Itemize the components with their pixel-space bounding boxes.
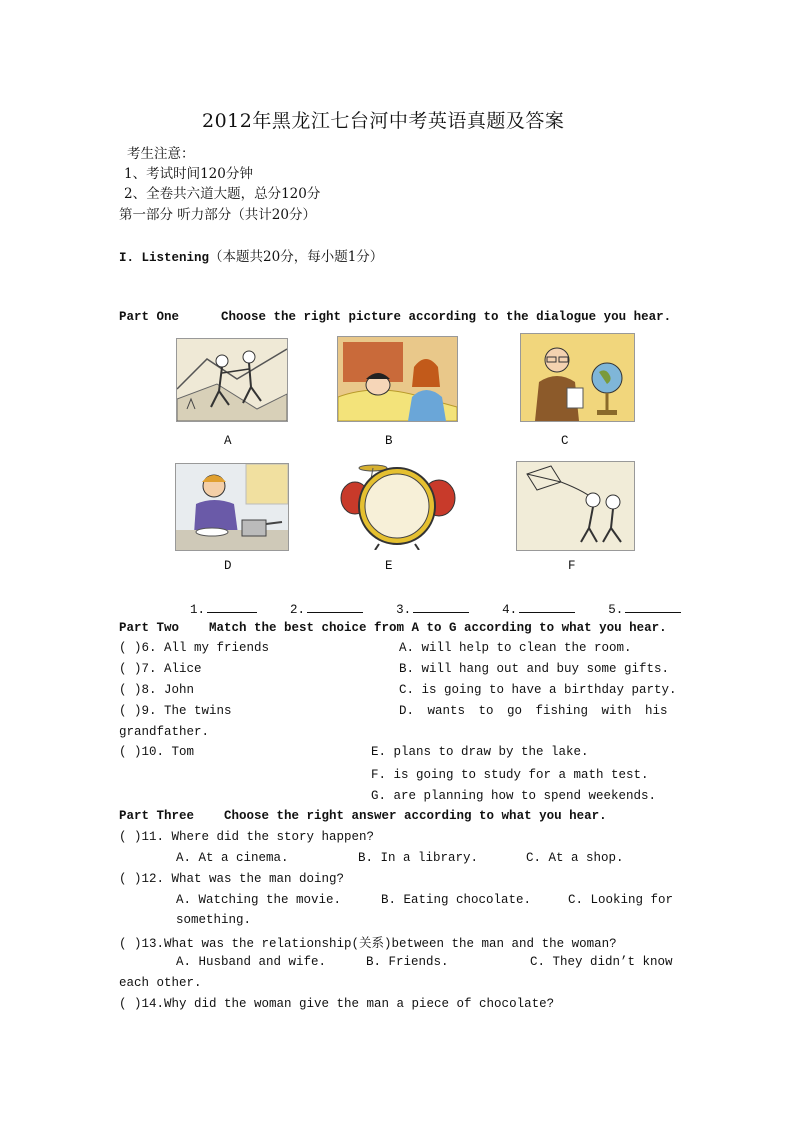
answer-number: 3. — [396, 603, 412, 617]
picture-label-a: A — [224, 434, 232, 448]
part1-heading: 第一部分 听力部分（共计20分） — [119, 207, 316, 223]
cooking-illustration — [176, 464, 288, 550]
section1-heading — [119, 245, 383, 265]
picture-d — [175, 463, 289, 551]
choice-e: E. plans to draw by the lake. — [371, 745, 589, 759]
answer-blank[interactable] — [307, 600, 363, 613]
q11-option-b: B. In a library. — [358, 851, 479, 865]
q13-option-b: B. Friends. — [366, 955, 449, 969]
answer-blank[interactable] — [413, 600, 469, 613]
choice-b: B. will hang out and buy some gifts. — [399, 662, 670, 676]
choice-g: G. are planning how to spend weekends. — [371, 789, 657, 803]
notice-item: 2、全卷共六道大题，总分120分 — [124, 186, 321, 202]
answer-blank[interactable] — [207, 600, 257, 613]
part-three-instruction: Choose the right answer according to what you hear. — [224, 809, 607, 823]
question-14: ( )14.Why did the woman give the man a piece of chocolate? — [119, 997, 555, 1011]
q12-continued: something. — [176, 913, 252, 927]
kite-illustration — [517, 462, 634, 550]
answer-number: 5. — [608, 603, 624, 617]
q11-option-c: C. At a shop. — [526, 851, 624, 865]
answer-blank-row — [190, 600, 681, 617]
question-10: ( )10. Tom — [119, 745, 195, 759]
question-13: ( )13.What was the relationship(关系)between the man and the woman? — [119, 937, 617, 951]
q12-option-a: A. Watching the movie. — [176, 893, 342, 907]
picture-label-b: B — [385, 434, 393, 448]
q11-option-a: A. At a cinema. — [176, 851, 289, 865]
picture-label-e: E — [385, 559, 393, 573]
question-7: ( )7. Alice — [119, 662, 202, 676]
climbing-illustration — [177, 339, 287, 421]
question-12: ( )12. What was the man doing? — [119, 872, 345, 886]
q13-option-c: C. They didn’t know — [530, 955, 673, 969]
section1-label: I. Listening — [119, 251, 210, 265]
part-one-instruction: Choose the right picture according to the dialogue you hear. — [221, 310, 672, 324]
q13-option-a: A. Husband and wife. — [176, 955, 327, 969]
q12-option-c: C. Looking for — [568, 893, 674, 907]
section1-note: （本题共20分，每小题1分） — [209, 249, 384, 265]
notice-item: 1、考试时间120分钟 — [124, 166, 253, 182]
answer-number: 1. — [190, 603, 206, 617]
question-6: ( )6. All my friends — [119, 641, 270, 655]
picture-f — [516, 461, 635, 551]
choice-d: D. wants to go fishing with his — [399, 704, 668, 718]
picture-label-c: C — [561, 434, 569, 448]
question-8: ( )8. John — [119, 683, 195, 697]
choice-a: A. will help to clean the room. — [399, 641, 632, 655]
question-11: ( )11. Where did the story happen? — [119, 830, 375, 844]
part-two-heading — [119, 621, 667, 635]
q13-continued: each other. — [119, 976, 202, 990]
question-9: ( )9. The twins — [119, 704, 232, 718]
picture-label-d: D — [224, 559, 232, 573]
answer-blank[interactable] — [519, 600, 575, 613]
page-title: 2012年黑龙江七台河中考英语真题及答案 — [202, 110, 565, 132]
answer-number: 4. — [502, 603, 518, 617]
part-two-label: Part Two — [119, 621, 180, 635]
part-three-label: Part Three — [119, 809, 195, 823]
part-two-instruction: Match the best choice from A to G according to what you hear. — [209, 621, 667, 635]
picture-a — [176, 338, 288, 422]
drum-illustration — [339, 460, 458, 550]
choice-f: F. is going to study for a math test. — [371, 768, 649, 782]
notice-heading: 考生注意： — [127, 146, 195, 162]
answer-blank[interactable] — [625, 600, 681, 613]
answer-number: 2. — [290, 603, 306, 617]
picture-label-f: F — [568, 559, 576, 573]
question-9-continued: grandfather. — [119, 725, 210, 739]
teacher-globe-illustration — [521, 334, 634, 421]
picture-b — [337, 336, 458, 422]
part-three-heading — [119, 809, 607, 823]
part-one-heading — [119, 310, 671, 324]
choice-c: C. is going to have a birthday party. — [399, 683, 677, 697]
picture-e — [339, 460, 458, 550]
part-one-label: Part One — [119, 310, 180, 324]
sick-in-bed-illustration — [338, 337, 457, 421]
q12-option-b: B. Eating chocolate. — [381, 893, 532, 907]
picture-c — [520, 333, 635, 422]
